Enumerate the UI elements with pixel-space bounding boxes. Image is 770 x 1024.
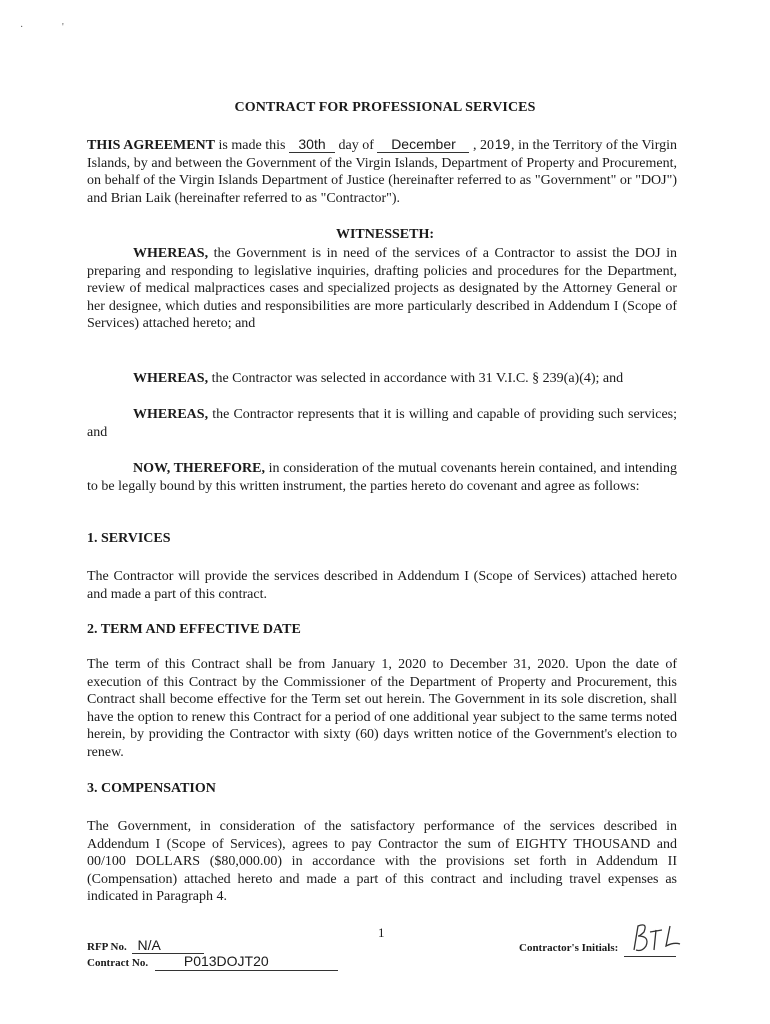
- section-3-heading: 3. COMPENSATION: [87, 781, 216, 796]
- contractor-initials-label: Contractor's Initials:: [519, 942, 619, 954]
- whereas-paragraph-3: WHEREAS, the Contractor represents that it is willing and capable of providing such services; and: [87, 407, 677, 440]
- day-field: 30th: [289, 137, 335, 153]
- initials-signature: [630, 920, 682, 956]
- scan-mark: ·: [20, 22, 24, 33]
- section-2-heading: 2. TERM AND EFFECTIVE DATE: [87, 622, 301, 637]
- year-field: 19: [494, 136, 511, 152]
- contract-underline: [155, 970, 338, 971]
- section-3-text: The Government, in consideration of the satisfactory performance of the services described in Addendum I (Scope of Services), agrees to pay Contractor the sum of EIGHTY THOUSAND and 00/100 DOLLARS ($80,000.00) in accordance with the provisions set forth in Addendum II (Compensation) attached hereto and made a part of this contract and including travel expenses as indicated in Paragraph 4.: [87, 819, 677, 904]
- rfp-number: [87, 937, 161, 953]
- agreement-lead: THIS AGREEMENT: [87, 138, 216, 153]
- rfp-value: N/A: [137, 937, 161, 953]
- now-therefore-paragraph: NOW, THEREFORE, in consideration of the mutual covenants herein contained, and intending to be legally bound by this written instrument, the parties hereto do covenant and agree as follows:: [87, 461, 677, 494]
- witnesseth-heading: WITNESSETH:: [335, 227, 435, 242]
- whereas-paragraph-2: WHEREAS, the Contractor was selected in accordance with 31 V.I.C. § 239(a)(4); and: [133, 371, 624, 386]
- whereas-paragraph-1: WHEREAS, the Government is in need of the services of a Contractor to assist the DOJ in preparing and responding to legislative inquiries, drafting policies and procedures for the Department, review of medical malpractices cases and specialized projects as designated by the Attorney General or her designee, which duties and responsibilities are more particularly described in Addendum I (Scope of Services) attached hereto; and: [87, 246, 677, 331]
- initials-underline: [624, 956, 676, 957]
- page-number: 1: [378, 925, 385, 940]
- scan-mark: ': [62, 22, 64, 33]
- section-2-text: The term of this Contract shall be from January 1, 2020 to December 31, 2020. Upon the date of execution of this Contract by the Commissioner of the Department of Property and Procurement, this Contract shall become effective for the Term set out herein. The Government in its sole discretion, shall have the option to renew this Contract for a period of one additional year subject to the same terms noted herein, by providing the Contractor with sixty (60) days written notice of the Government's election to renew.: [87, 657, 677, 760]
- section-1-heading: 1. SERVICES: [87, 531, 171, 546]
- contract-label: Contract No.: [87, 957, 149, 969]
- section-1-text: The Contractor will provide the services described in Addendum I (Scope of Services) attached hereto and made a part of this contract.: [87, 569, 677, 602]
- document-title: CONTRACT FOR PROFESSIONAL SERVICES: [234, 100, 536, 115]
- contract-value: P013DOJT20: [183, 953, 269, 969]
- intro-paragraph: THIS AGREEMENT is made this 30th day of December , 2019, in the Territory of the Virgin Islands, by and between the Government of the Virgin Islands, Department of Property and Procurement, on behalf of the Virgin Islands Department of Justice (hereinafter referred to as "Government" or "DOJ") and Brian Laik (hereinafter referred to as "Contractor").: [87, 136, 677, 206]
- rfp-label: RFP No.: [87, 941, 127, 953]
- month-field: December: [377, 137, 469, 153]
- contract-number: [87, 953, 269, 969]
